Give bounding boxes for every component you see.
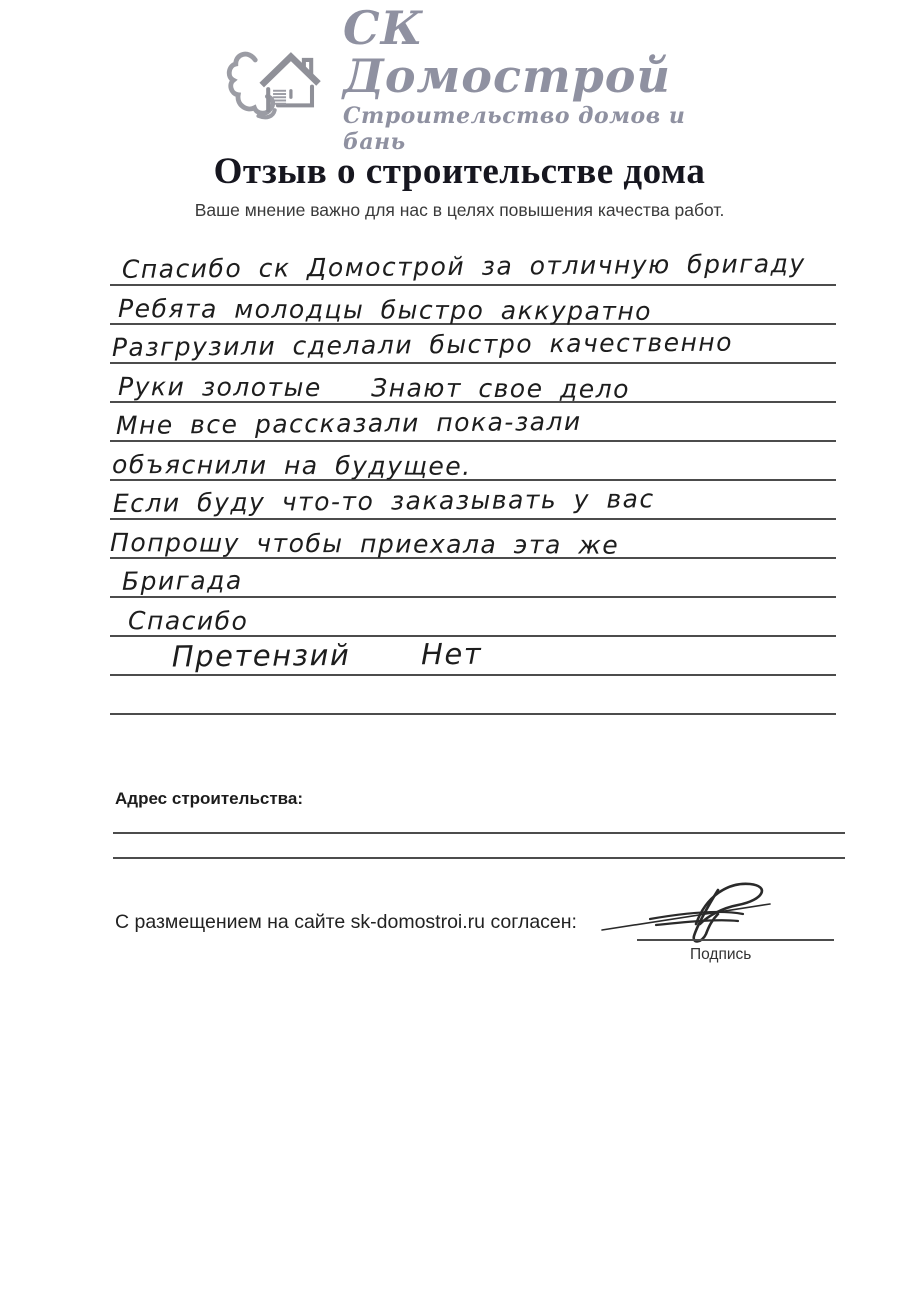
company-name: СК Домострой xyxy=(342,1,671,104)
review-line xyxy=(110,364,836,403)
review-line xyxy=(110,442,836,481)
handwritten-text: Претензий Нет xyxy=(171,636,483,674)
consent-label: С размещением на сайте sk-domostroi.ru согласен: xyxy=(115,911,577,933)
review-line xyxy=(110,247,836,286)
company-tagline: Строительство домов и бань xyxy=(342,102,686,155)
address-label: Адрес строительства: xyxy=(115,789,304,808)
handwritten-text: Разгрузили сделали быстро качественно xyxy=(111,327,734,362)
handwritten-text: Руки золотые Знают свое дело xyxy=(117,372,630,404)
review-line xyxy=(110,286,836,325)
handwritten-text: Бригада xyxy=(121,565,243,596)
page-subtitle: Ваше мнение важно для нас в целях повышения качества работ. xyxy=(194,200,725,220)
review-line xyxy=(110,481,836,520)
handwritten-text: Спасибо ск Домострой за отличную бригаду xyxy=(121,248,806,284)
review-line xyxy=(110,520,836,559)
page-title: Отзыв о строительстве дома xyxy=(213,151,706,192)
handwritten-text: Попрошу чтобы приехала эта же xyxy=(110,528,620,560)
handwritten-text: Ребята молодцы быстро аккуратно xyxy=(117,294,653,326)
signature-line xyxy=(637,939,834,941)
handwritten-text: Мне все рассказали пока-зали xyxy=(115,406,582,440)
handwritten-text: Если буду что-то заказывать у вас xyxy=(112,484,655,518)
address-blank-line xyxy=(113,857,845,859)
address-blank-line xyxy=(113,832,845,834)
company-logo xyxy=(226,1,694,155)
handwritten-text: Спасибо xyxy=(127,606,249,636)
handwritten-text: объяснили на будущее. xyxy=(111,450,472,481)
review-line xyxy=(110,637,836,676)
review-line xyxy=(110,403,836,442)
review-line xyxy=(110,598,836,637)
review-line-empty xyxy=(110,676,836,715)
signature-caption: Подпись xyxy=(690,946,752,963)
review-line xyxy=(110,325,836,364)
review-line xyxy=(110,559,836,598)
handwritten-review xyxy=(110,247,836,715)
cloud-house-icon xyxy=(226,32,331,126)
signature-scribble xyxy=(598,874,848,948)
